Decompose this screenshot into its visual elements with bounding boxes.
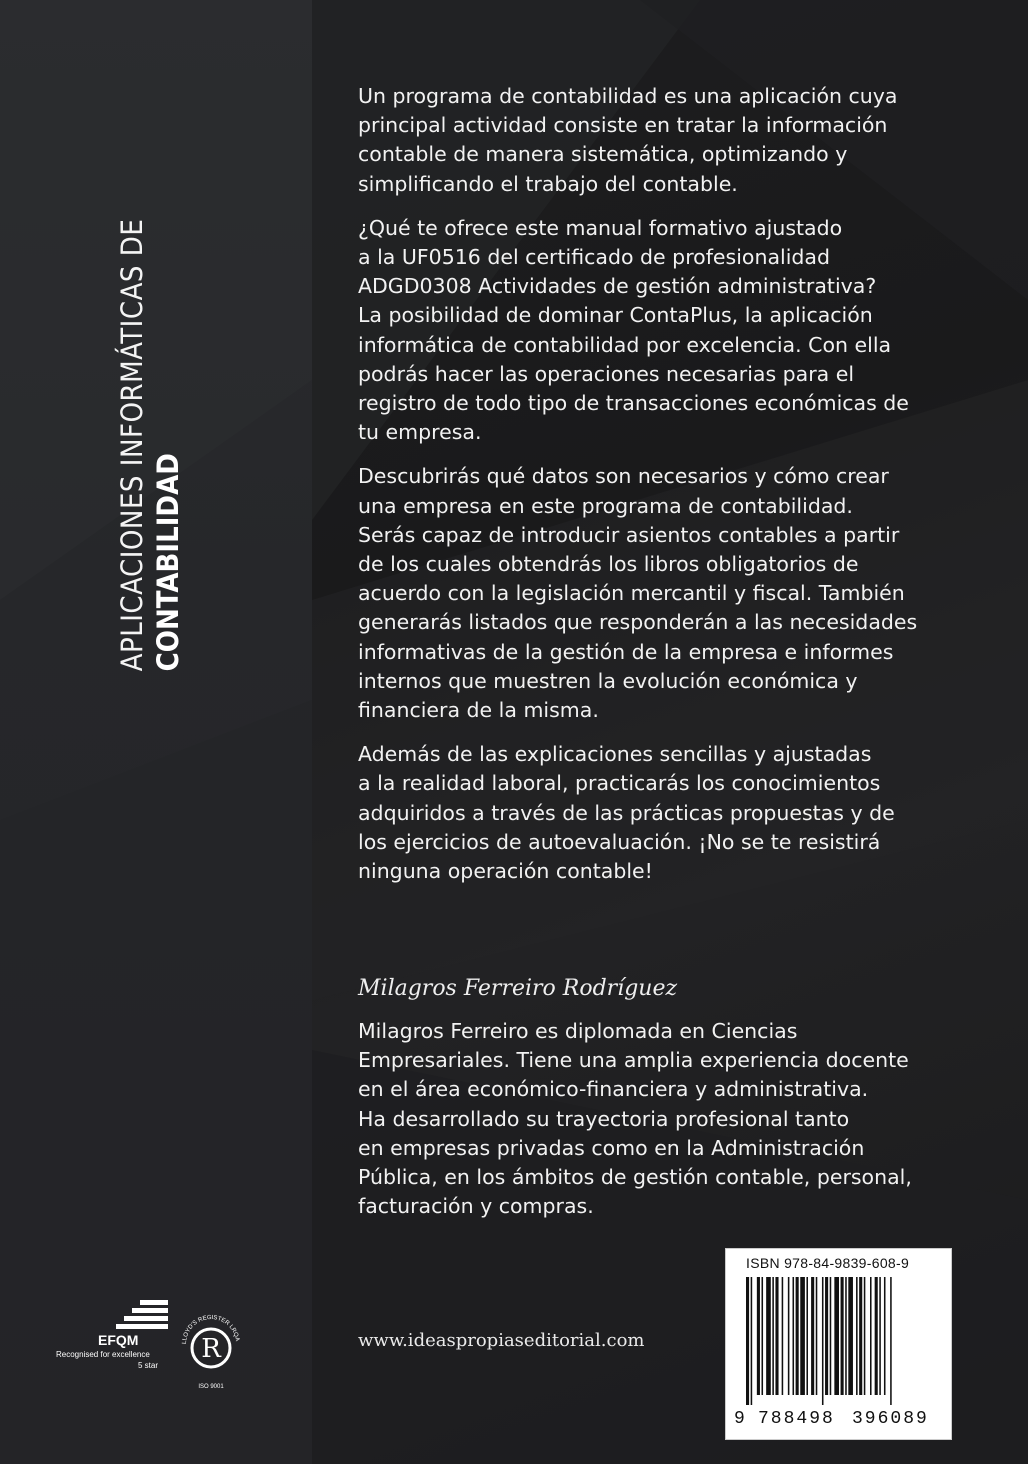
lrqa-iso: ISO 9001	[198, 1384, 224, 1390]
spine-title-line2: CONTABILIDAD	[151, 453, 185, 672]
efqm-recognised: Recognised for excellence	[56, 1350, 150, 1359]
author-bio: Milagros Ferreiro es diplomada en Ciencias Empresariales. Tiene una amplia experiencia docente en el área económico-financiera y administrativa. Ha desarrollado su trayectoria profesional tanto en empresas privadas como en la Administración Pública, en los ámbitos de gestión contable, personal, facturación y compras.	[358, 1019, 912, 1219]
spine-title	[100, 218, 200, 672]
isbn-label: ISBN 978-84-9839-608-9	[746, 1255, 910, 1271]
barcode-digits-right: 396089	[852, 1409, 929, 1429]
efqm-name: EFQM	[98, 1332, 139, 1348]
efqm-stars: 5 star	[138, 1361, 159, 1370]
efqm-logo	[56, 1298, 176, 1378]
publisher-website: www.ideaspropiaseditorial.com	[358, 1330, 645, 1351]
lrqa-letter: R	[201, 1334, 221, 1364]
synopsis-paragraph-1: Un programa de contabilidad es una aplicación cuya principal actividad consiste en tratar la información contable de manera sistemática, optimizando y simplificando el trabajo del contable.	[358, 84, 898, 196]
synopsis-paragraph-4: Además de las explicaciones sencillas y ajustadas a la realidad laboral, practicarás los conocimientos adquiridos a través de las prácticas propuestas y de los ejercicios de autoevaluación. ¡No se te resistirá ninguna operación contable!	[358, 742, 895, 884]
lrqa-ring-text: LLOYD'S REGISTER LRQA	[181, 1314, 240, 1345]
barcode-digits-left: 788498	[758, 1409, 835, 1429]
synopsis-paragraph-3: Descubrirás qué datos son necesarios y cómo crear una empresa en este programa de contabilidad. Serás capaz de introducir asientos contables a partir de los cuales obtendrás los libros obligatorios de acuerdo con la legislación mercantil y fiscal. También generarás listados que responderán a las necesidades informativas de la gestión de la empresa e informes internos que muestren la evolución económica y financiera de la misma.	[358, 464, 918, 723]
isbn-barcode	[725, 1248, 952, 1440]
lrqa-certification-logo	[178, 1308, 244, 1392]
synopsis	[358, 82, 958, 901]
spine-title-line1: APLICACIONES INFORMÁTICAS DE	[115, 218, 149, 672]
author-name: Milagros Ferreiro Rodríguez	[358, 976, 678, 1001]
synopsis-paragraph-2: ¿Qué te ofrece este manual formativo ajustado a la UF0516 del certificado de profesionalidad ADGD0308 Actividades de gestión administrativa? La posibilidad de dominar ContaPlus, la aplicación informática de contabilidad por excelencia. Con ella podrás hacer las operaciones necesarias para el registro de todo tipo de transacciones económicas de tu empresa.	[358, 215, 909, 445]
barcode-bars	[746, 1277, 934, 1405]
barcode-digit-lead: 9	[734, 1409, 747, 1429]
